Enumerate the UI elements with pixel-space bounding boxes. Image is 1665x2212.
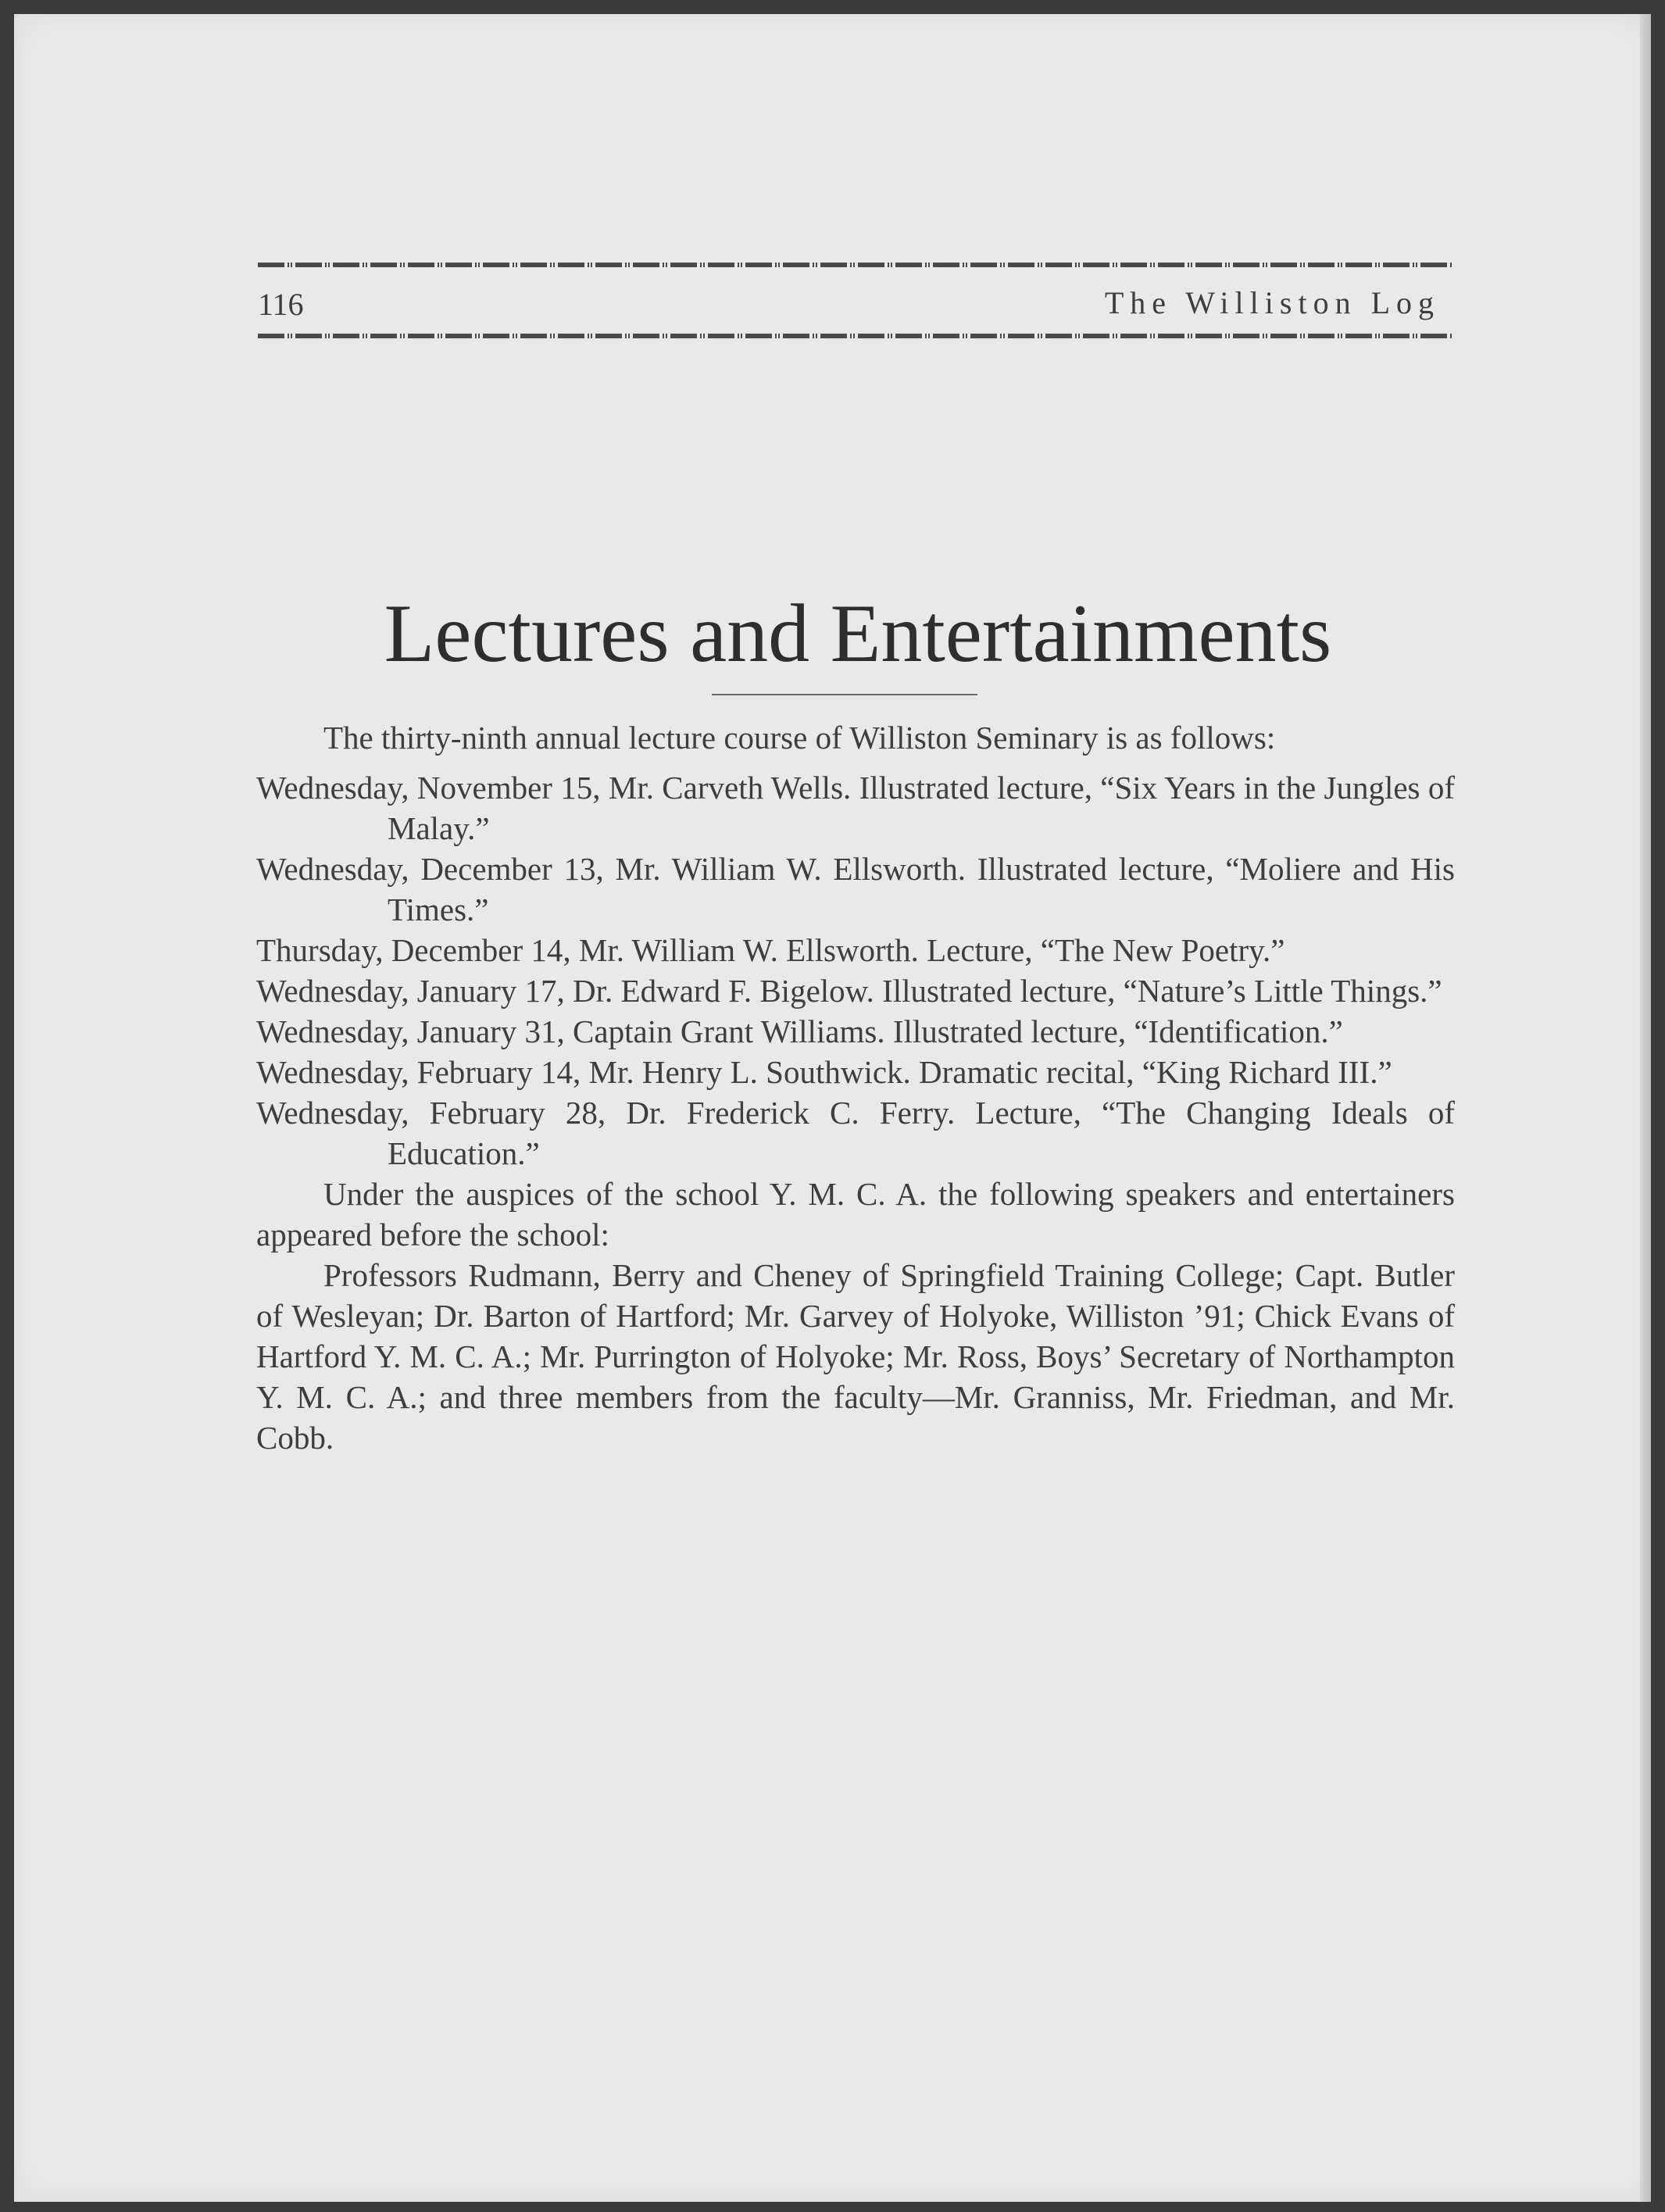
lecture-item: Wednesday, November 15, Mr. Carveth Wells. Illustrated lecture, “Six Years in the Jungles of Malay.” bbox=[256, 770, 1455, 846]
lecture-item: Wednesday, December 13, Mr. William W. Ellsworth. Illustrated lecture, “Moliere and His Times.” bbox=[256, 851, 1455, 927]
intro-paragraph: The thirty-ninth annual lecture course of Williston Seminary is as follows: bbox=[323, 720, 1276, 756]
page-number: 116 bbox=[258, 287, 304, 322]
document-page bbox=[14, 14, 1651, 2202]
lecture-item: Thursday, December 14, Mr. William W. Ellsworth. Lecture, “The New Poetry.” bbox=[256, 932, 1285, 968]
ymca-intro-paragraph: Under the auspices of the school Y. M. C. A. the following speakers and entertainers appeared before the school: bbox=[256, 1176, 1455, 1253]
lecture-item: Wednesday, January 17, Dr. Edward F. Bigelow. Illustrated lecture, “Nature’s Little Things.” bbox=[256, 973, 1442, 1009]
title-divider bbox=[712, 694, 977, 695]
ymca-speakers-paragraph: Professors Rudmann, Berry and Cheney of Springfield Training College; Capt. Butler of Wesleyan; Dr. Barton of Hartford; Mr. Garvey of Holyoke, Williston ’91; Chick Evans of Hartford Y. M. C. A.; Mr. Purrington of Holyoke; Mr. Ross, Boys’ Secretary of Northampton Y. M. C. A.; and three members from the faculty—Mr. Granniss, Mr. Friedman, and Mr. Cobb. bbox=[256, 1257, 1455, 1456]
header-ornamental-rule-bottom bbox=[258, 334, 1453, 338]
page-edge bbox=[1640, 14, 1651, 2202]
running-title: The Williston Log bbox=[1104, 285, 1440, 320]
lecture-item: Wednesday, February 14, Mr. Henry L. Southwick. Dramatic recital, “King Richard III.” bbox=[256, 1054, 1392, 1090]
header-ornamental-rule-top bbox=[258, 263, 1453, 267]
lecture-item: Wednesday, February 28, Dr. Frederick C. Ferry. Lecture, “The Changing Ideals of Education.” bbox=[256, 1095, 1455, 1171]
lecture-item: Wednesday, January 31, Captain Grant Williams. Illustrated lecture, “Identification.” bbox=[256, 1013, 1343, 1049]
page-title: Lectures and Entertainments bbox=[384, 588, 1332, 679]
lecture-list bbox=[256, 767, 1455, 1174]
article-body bbox=[256, 717, 1455, 1458]
